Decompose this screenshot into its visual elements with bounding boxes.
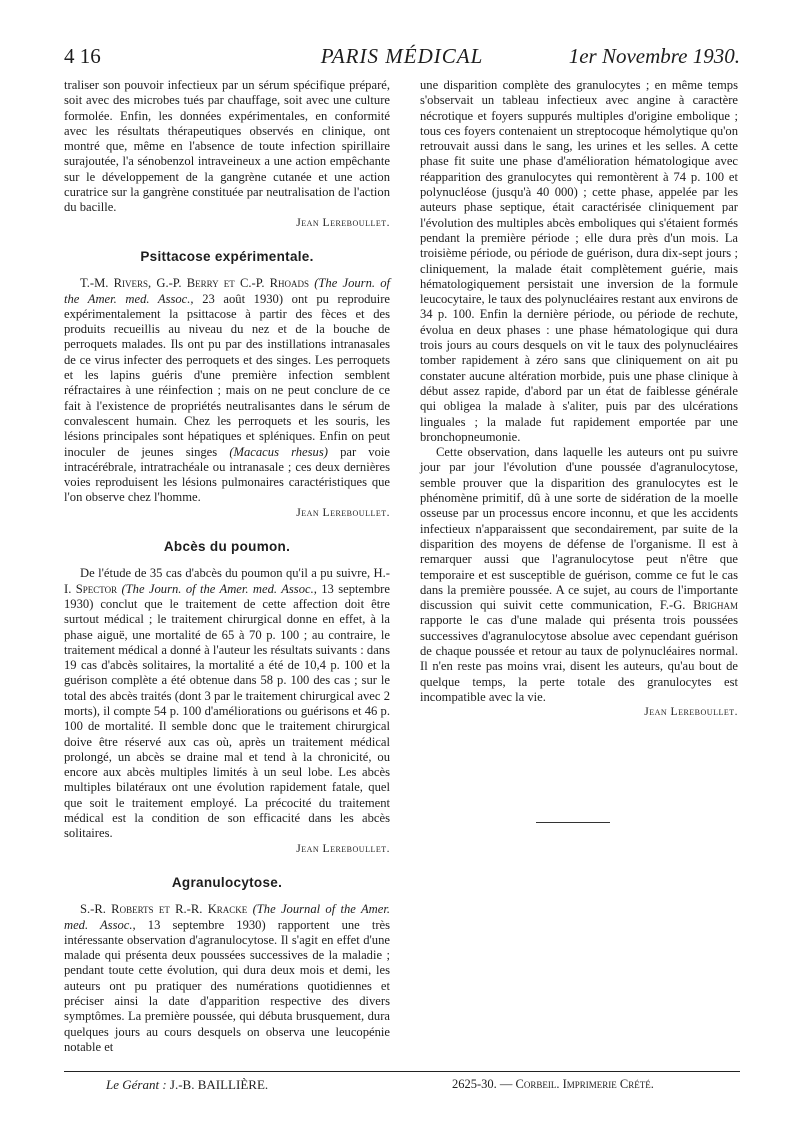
- section-title-psittacose: Psittacose expérimentale.: [140, 248, 314, 264]
- journal-title: PARIS MÉDICAL: [320, 44, 484, 68]
- intro-paragraph: traliser son pouvoir infectieux par un sérum spécifique préparé, soit avec des microbes tués par chauffage, soit avec une culture formolée. Enfin, les données expérimentales, en conformité avec les résultats thérapeutiques observés en clinique, ont montré que, même en l'absence de toute infection spirillaire surajoutée, l'a sénobenzol intraveineux a une action empêchante sur le développement de la gangrène cutanée et une action curatrice sur la gangrène constituée par neutralisation de l'action du bacille.: [64, 78, 390, 215]
- signature: Jean Lereboullet.: [296, 216, 390, 229]
- footer-printer: 2625-30. — Corbeil. Imprimerie Crété.: [452, 1077, 654, 1091]
- right-column: [420, 78, 738, 720]
- journal-reference: (The Journal of the Amer. med. Assoc.,: [64, 902, 390, 932]
- signature: Jean Lereboullet.: [296, 842, 390, 855]
- agranulocytose-paragraph: S.-R. Roberts et R.-R. Kracke (The Journal of the Amer. med. Assoc., 13 septembre 1930) rapportent une très intéressante observation d'agranulocytose. Il s'agit en effet d'une malade qui présenta deux poussées successives de la maladie ; pendant toute cette évolution, qui dura deux mois et demi, les auteurs ont pu pratiquer des numérations quotidiennes et préciser ainsi la date d'apparition respective des divers symptômes. La première poussée, qui débuta brusquement, dura quelques jours au cours desquels on observa une leucopénie notable et: [64, 902, 391, 1054]
- section-title-abces: Abcès du poumon.: [163, 539, 291, 555]
- footer-manager: Le Gérant : J.-B. BAILLIÈRE.: [106, 1077, 269, 1092]
- journal-reference: (The Journ. of the Amer. med. Assoc.,: [121, 581, 317, 596]
- journal-reference: (The Journ. of the Amer. med. Assoc.,: [64, 276, 390, 306]
- signature: Jean Lereboullet.: [644, 706, 738, 719]
- observation-paragraph: Cette observation, dans laquelle les auteurs ont pu suivre jour par jour l'évolution d'une poussée d'agranulocytose, semble prouver que la disparition des granulocytes est le phénomène primitif, dû à une sorte de sidération de la moelle osseuse par un processus encore inconnu, et que les accidents infectieux n'apparaissent que secondairement, par suite de la disparition des moyens de défense de l'organisme. Il est à remarquer aussi que l'agranulocytose peut n'être que temporaire et est susceptible de guérison, comme ce fut le cas dans la première poussée. A ce sujet, au cours de l'importante discussion qui suivit cette communication, F.-G. Brigham rapporte le cas d'une malade qui présenta trois poussées successives d'agranulocytose absolue avec cependant guérison de chaque poussée et retour au taux de polynucléaires normal. Il n'en reste pas moins vrai, disent les auteurs, qu'au bout de quelque temps, la perte totale des granulocytes est incompatible avec la vie.: [420, 445, 738, 704]
- abces-paragraph: De l'étude de 35 cas d'abcès du poumon qu'il a pu suivre, H.-I. Spector (The Journ. of the Amer. med. Assoc., 13 septembre 1930) conclut que le traitement de cette affection doit être surtout médical ; le traitement chirurgical donne en effet, à la phase aiguë, une mortalité de 65 à 70 p. 100 ; au contraire, le traitement médical a donné à l'auteur les résultats suivants : dans 19 cas d'abcès solitaires, la mortalité a été de 10,4 p. 100 et la guérison complète a été obtenue dans 58 p. 100 des cas ; sur le total des abcès traités (dont 3 par le traitement chirurgical avec 2 morts), il compte 54 p. 100 d'améliorations ou guérisons et 46 p. 100 de mortalité. Il semble donc que le traitement chirurgical doive être réservé aux cas où, après un traitement médical prolongé, un abcès se draine mal et tend à la chronicité, ou encore aux abcès multiples limités à un seul lobe. Les abcès multiples bilatéraux ont une évolution rapidement fatale, quel que soit le traitement employé. La précocité du traitement médical est la condition de son efficacité dans les abcès solitaires.: [64, 566, 390, 841]
- authors: Brigham: [693, 598, 738, 613]
- issue-date: 1er Novembre 1930.: [568, 44, 740, 68]
- left-column: [64, 78, 390, 1055]
- signature: Jean Lereboullet.: [296, 506, 390, 519]
- agranulocytose-continuation: une disparition complète des granulocytes ; en même temps s'observait un tableau infectieux avec angine à caractère nécrotique et foyers suppurés multiples d'origine embolique ; tous ces foyers contenaient un streptocoque hémolytique qu'on retrouvait aussi dans le sang, les urines et les selles. A cette phase fit suite une phase d'amélioration hématologique avec réapparition des granulocytes qui remontèrent à 74 p. 100 et polynucléose (jusqu'à 40 000) ; cette phase, appelée par les auteurs phase septique, était caractérisée cliniquement par l'évolution des multiples abcès emboliques qui s'étaient formés pendant la première période ; elle dura près d'un mois. La troisième période, ou période de guérison, dura dix-sept jours ; cliniquement, la malade était complètement guérie, mais hématologiquement persistait une inversion de la formule leucocytaire, le taux des polynucléaires restant aux environs de 34 p. 100. Enfin la dernière période, ou période de rechute, évolua en deux phases : une phase hématologique qui dura trois jours au cours desquels on vit le taux des polynucléaires tomber rapidement à zéro sans que cliniquement on ait pu constater aucune altération morbide, puis une phase clinique à début assez rapide, d'abord par un état de faiblesse générale qui obligea la malade à s'aliter, puis par des ulcérations linguales ; la malade fut rapidement emportée par une bronchopneumonie.: [420, 78, 738, 444]
- psittacose-paragraph: T.-M. Rivers, G.-P. Berry et C.-P. Rhoads (The Journ. of the Amer. med. Assoc., 23 août 1930) ont pu reproduire expérimentalement la psittacose à partir des fèces et des produits recueillis au niveau du nez et de la bouche de perroquets malades. Ils ont pu par des instillations intranasales de ce virus infecter des perroquets et des singes. Les perroquets et les lapins guéris d'une première infection semblent réfractaires à une réinfection ; mais on ne peut conclure de ce fait à l'existence de propriétés neutralisantes dans le sérum de convalescent humain. Chez les perroquets et les souris, les lésions principales sont hépatiques et spléniques. Enfin on peut inoculer de jeunes singes (Macacus rhesus) par voie intracérébrale, intratrachéale ou intranasale ; ces deux dernières voies reproduisent les lésions pulmonaires caractéristiques que l'on observe chez l'homme.: [64, 276, 390, 505]
- authors: Spector: [75, 581, 118, 596]
- page-number: 4 16: [64, 44, 101, 68]
- authors: T.-M. Rivers, G.-P. Berry et C.-P. Rhoads: [80, 276, 310, 291]
- section-divider: [536, 822, 610, 823]
- page-header: [64, 42, 740, 74]
- species-name: (Macacus rhesus): [229, 444, 328, 459]
- footer-rule: [64, 1071, 740, 1072]
- authors: S.-R. Roberts et R.-R. Kracke: [80, 902, 248, 917]
- section-title-agranulocytose: Agranulocytose.: [171, 874, 283, 890]
